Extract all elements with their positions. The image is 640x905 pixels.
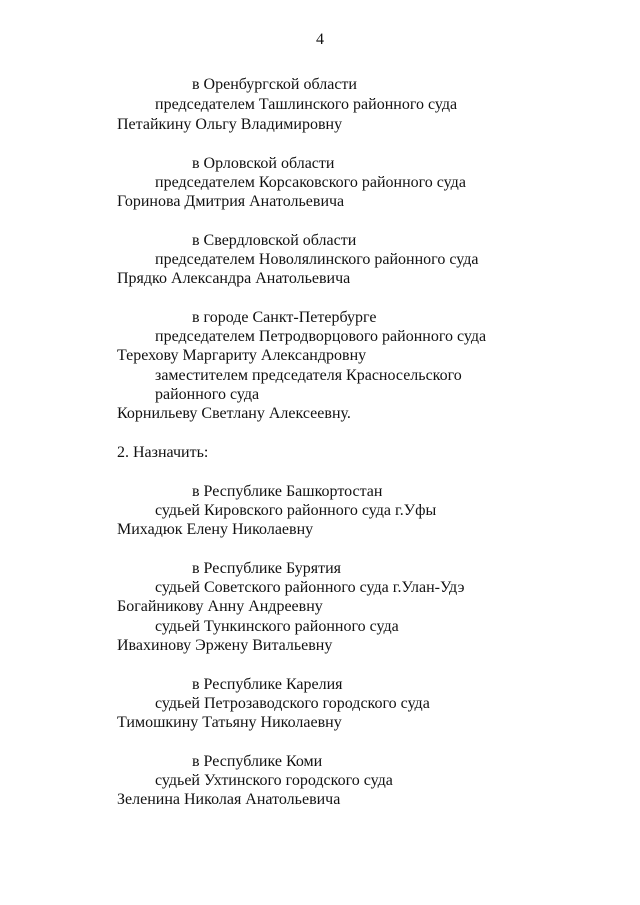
person-name: Ивахинову Эржену Витальевну xyxy=(117,637,333,654)
person-name: Корнильеву Светлану Алексеевну. xyxy=(117,405,351,422)
person-name: Богайникову Анну Андреевну xyxy=(117,598,323,615)
position-line: судьей Кировского районного суда г.Уфы xyxy=(155,502,437,519)
region-heading: в Республике Башкортостан xyxy=(192,483,383,500)
region-heading: в Республике Коми xyxy=(192,753,323,770)
position-line: председателем Петродворцового районного суда xyxy=(155,328,487,345)
person-name: Горинова Дмитрия Анатольевича xyxy=(117,193,345,210)
page-number: 4 xyxy=(316,31,324,48)
person-name: Зеленина Николая Анатольевича xyxy=(117,791,341,808)
position-line: судьей Тункинского районного суда xyxy=(155,618,399,635)
person-name: Петайкину Ольгу Владимировну xyxy=(117,116,343,133)
position-line: заместителем председателя Красносельского xyxy=(155,367,462,384)
region-heading: в городе Санкт-Петербурге xyxy=(192,309,377,326)
person-name: Прядко Александра Анатольевича xyxy=(117,270,351,287)
region-heading: в Орловской области xyxy=(192,155,335,172)
position-line: председателем Новолялинского районного суда xyxy=(155,251,479,268)
person-name: Михадюк Елену Николаевну xyxy=(117,521,314,538)
region-heading: в Республике Бурятия xyxy=(192,560,342,577)
position-line: председателем Ташлинского районного суда xyxy=(155,96,458,113)
position-line-continued: районного суда xyxy=(155,386,260,403)
person-name: Тимошкину Татьяну Николаевну xyxy=(117,714,342,731)
position-line: судьей Советского районного суда г.Улан-Удэ xyxy=(155,579,465,596)
position-line: председателем Корсаковского районного суда xyxy=(155,174,466,191)
person-name: Терехову Маргариту Александровну xyxy=(117,347,367,364)
position-line: судьей Петрозаводского городского суда xyxy=(155,695,430,712)
region-heading: в Свердловской области xyxy=(192,232,357,249)
region-heading: в Республике Карелия xyxy=(192,676,343,693)
section-heading: 2. Назначить: xyxy=(117,444,209,461)
region-heading: в Оренбургской области xyxy=(192,76,357,93)
position-line: судьей Ухтинского городского суда xyxy=(155,772,393,789)
